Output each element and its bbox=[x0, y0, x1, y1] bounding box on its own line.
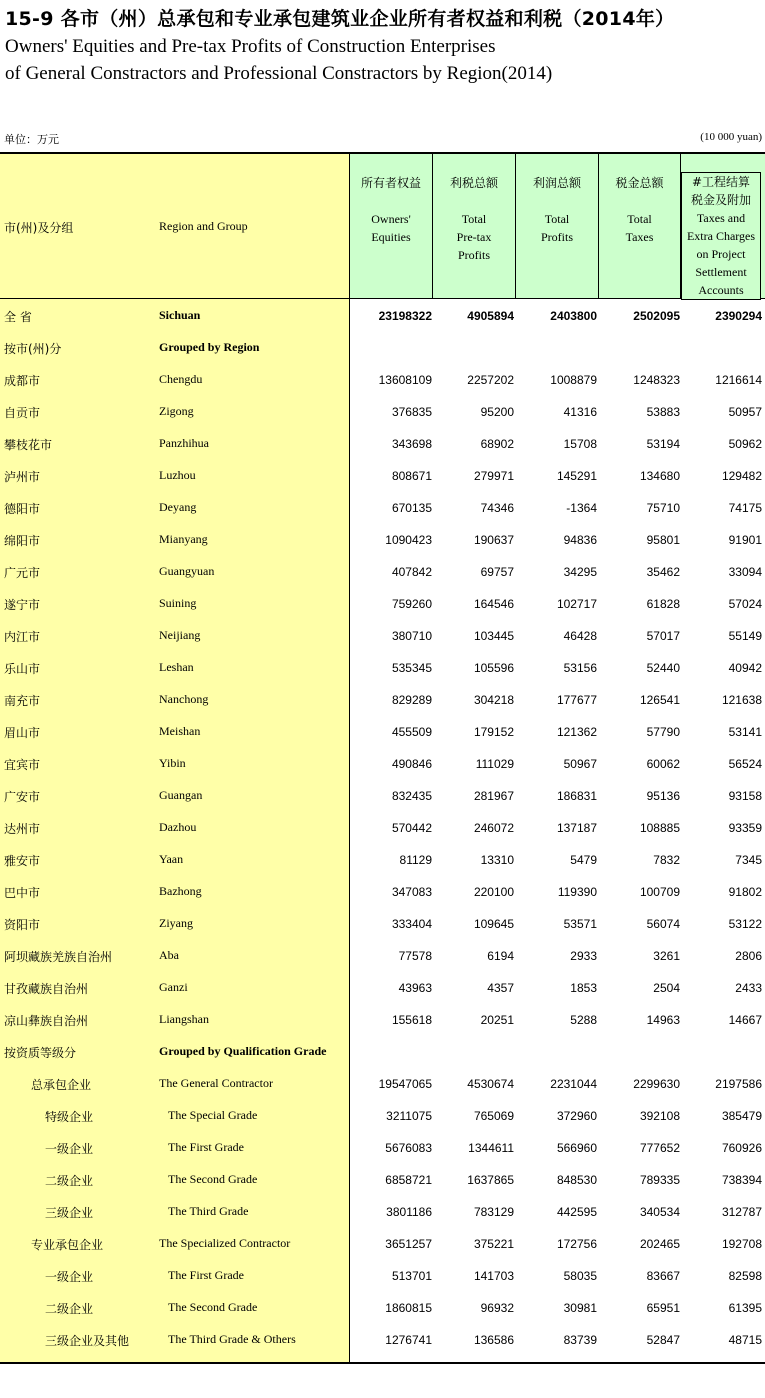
table-row bbox=[0, 844, 765, 876]
row-value: 6194 bbox=[487, 949, 514, 963]
row-value: 50957 bbox=[728, 405, 762, 419]
row-value: 93158 bbox=[728, 789, 762, 803]
header-col-total-profits: 利润总额 Total Profits bbox=[516, 154, 599, 298]
table-row bbox=[0, 332, 765, 364]
table-body bbox=[0, 300, 765, 1356]
row-value: 4530674 bbox=[467, 1077, 514, 1091]
table-row bbox=[0, 1228, 765, 1260]
table-row bbox=[0, 556, 765, 588]
row-value: 13310 bbox=[480, 853, 514, 867]
row-value: 55149 bbox=[728, 629, 762, 643]
row-value: 832435 bbox=[391, 789, 432, 803]
row-label-en: Grouped by Qualification Grade bbox=[159, 1044, 327, 1058]
table-row bbox=[0, 524, 765, 556]
header-col-owners-equities: 所有者权益 Owners' Equities bbox=[350, 154, 433, 298]
table-row bbox=[0, 1260, 765, 1292]
row-value: 74175 bbox=[728, 501, 762, 515]
row-value: 1248323 bbox=[633, 373, 680, 387]
header-col-pretax-profits: 利税总额 Total Pre-tax Profits bbox=[433, 154, 516, 298]
row-label-cn: 眉山市 bbox=[4, 726, 41, 740]
row-value: 103445 bbox=[473, 629, 514, 643]
row-value: 3261 bbox=[653, 949, 680, 963]
row-label-cn: 雅安市 bbox=[4, 854, 41, 868]
row-value: 15708 bbox=[563, 437, 597, 451]
table-row bbox=[0, 652, 765, 684]
table-title-en-line2: of General Constractors and Professional Constractors by Region(2014) bbox=[5, 63, 553, 84]
row-value: 126541 bbox=[639, 693, 680, 707]
row-value: 6858721 bbox=[385, 1173, 432, 1187]
row-value: 1637865 bbox=[467, 1173, 514, 1187]
row-value: 33094 bbox=[728, 565, 762, 579]
row-label-en: Sichuan bbox=[159, 308, 201, 322]
row-value: 2504 bbox=[653, 981, 680, 995]
row-label-en: Leshan bbox=[159, 660, 194, 674]
row-label-en: Bazhong bbox=[159, 884, 202, 898]
row-value: 61828 bbox=[646, 597, 680, 611]
row-value: 2257202 bbox=[467, 373, 514, 387]
row-label-cn: 南充市 bbox=[4, 694, 41, 708]
table-row bbox=[0, 812, 765, 844]
table-row bbox=[0, 1004, 765, 1036]
row-value: 81129 bbox=[399, 853, 432, 867]
row-value: 347083 bbox=[391, 885, 432, 899]
row-value: 102717 bbox=[556, 597, 597, 611]
row-value: 95136 bbox=[646, 789, 680, 803]
row-value: 137187 bbox=[556, 821, 597, 835]
row-label-en: Yaan bbox=[159, 852, 184, 866]
row-label-en: The Third Grade bbox=[168, 1204, 249, 1218]
row-label-cn: 成都市 bbox=[4, 374, 41, 388]
row-label-cn: 阿坝藏族羌族自治州 bbox=[4, 950, 113, 964]
row-value: 111029 bbox=[475, 757, 514, 771]
row-value: 304218 bbox=[473, 693, 514, 707]
row-value: 312787 bbox=[721, 1205, 762, 1219]
row-value: 783129 bbox=[473, 1205, 514, 1219]
table-row bbox=[0, 684, 765, 716]
row-value: 179152 bbox=[473, 725, 514, 739]
row-label-cn: 自贡市 bbox=[4, 406, 41, 420]
table-row bbox=[0, 876, 765, 908]
row-label-en: Liangshan bbox=[159, 1012, 209, 1026]
row-value: 52847 bbox=[646, 1333, 680, 1347]
row-value: 2299630 bbox=[633, 1077, 680, 1091]
row-label-cn: 广安市 bbox=[4, 790, 41, 804]
row-label-cn: 总承包企业 bbox=[31, 1078, 92, 1092]
table-title-cn: 15-9 各市（州）总承包和专业承包建筑业企业所有者权益和利税（2014年） bbox=[5, 8, 675, 30]
row-value: 3211075 bbox=[386, 1109, 432, 1123]
row-value: 1090423 bbox=[385, 533, 432, 547]
row-value: 192708 bbox=[721, 1237, 762, 1251]
row-label-cn: 泸州市 bbox=[4, 470, 41, 484]
row-value: 5676083 bbox=[385, 1141, 432, 1155]
row-value: 513701 bbox=[391, 1269, 432, 1283]
row-label-cn: 凉山彝族自治州 bbox=[4, 1014, 89, 1028]
row-value: 343698 bbox=[391, 437, 432, 451]
row-value: 95801 bbox=[646, 533, 680, 547]
row-value: 50962 bbox=[728, 437, 762, 451]
row-label-cn: 德阳市 bbox=[4, 502, 41, 516]
row-label-en: Panzhihua bbox=[159, 436, 209, 450]
row-label-en: Dazhou bbox=[159, 820, 197, 834]
row-label-en: Guangyuan bbox=[159, 564, 215, 578]
row-label-en: Suining bbox=[159, 596, 197, 610]
table-row bbox=[0, 396, 765, 428]
row-value: 136586 bbox=[473, 1333, 514, 1347]
row-value: 760926 bbox=[721, 1141, 762, 1155]
table-row bbox=[0, 588, 765, 620]
row-label-cn: 二级企业 bbox=[45, 1174, 94, 1188]
table-row bbox=[0, 908, 765, 940]
row-value: 392108 bbox=[639, 1109, 680, 1123]
row-value: 43963 bbox=[398, 981, 432, 995]
row-value: 23198322 bbox=[378, 309, 432, 323]
header-col-total-taxes: 税金总额 Total Taxes bbox=[599, 154, 681, 298]
row-label-cn: 一级企业 bbox=[45, 1142, 94, 1156]
row-value: 34295 bbox=[563, 565, 597, 579]
row-value: 69757 bbox=[480, 565, 514, 579]
row-value: 5479 bbox=[570, 853, 597, 867]
row-value: 759260 bbox=[391, 597, 432, 611]
row-label-en: Yibin bbox=[159, 756, 186, 770]
row-value: 3801186 bbox=[386, 1205, 432, 1219]
table-row bbox=[0, 492, 765, 524]
row-value: 738394 bbox=[721, 1173, 762, 1187]
row-value: 93359 bbox=[728, 821, 762, 835]
row-value: 105596 bbox=[473, 661, 514, 675]
table-row bbox=[0, 1196, 765, 1228]
row-label-cn: 乐山市 bbox=[4, 662, 41, 676]
row-label-cn: 三级企业及其他 bbox=[45, 1334, 130, 1348]
row-label-en: Aba bbox=[159, 948, 179, 962]
row-label-en: The First Grade bbox=[168, 1268, 244, 1282]
row-value: 95200 bbox=[480, 405, 514, 419]
row-label-cn: 按市(州)分 bbox=[4, 342, 62, 356]
table-row bbox=[0, 460, 765, 492]
row-value: 670135 bbox=[391, 501, 432, 515]
row-value: 2231044 bbox=[550, 1077, 597, 1091]
row-value: 2403800 bbox=[550, 309, 597, 323]
row-value: 91802 bbox=[728, 885, 762, 899]
row-value: 455509 bbox=[391, 725, 432, 739]
row-value: 56524 bbox=[728, 757, 762, 771]
row-value: 141703 bbox=[473, 1269, 514, 1283]
row-value: 83739 bbox=[563, 1333, 597, 1347]
row-value: 46428 bbox=[563, 629, 597, 643]
row-value: 145291 bbox=[556, 469, 597, 483]
row-label-cn: 三级企业 bbox=[45, 1206, 94, 1220]
row-value: 30981 bbox=[563, 1301, 597, 1315]
row-value: 2806 bbox=[735, 949, 762, 963]
table-row bbox=[0, 940, 765, 972]
row-value: 570442 bbox=[391, 821, 432, 835]
row-value: 442595 bbox=[556, 1205, 597, 1219]
row-label-en: Ganzi bbox=[159, 980, 188, 994]
row-label-en: Meishan bbox=[159, 724, 201, 738]
table-row bbox=[0, 748, 765, 780]
row-label-cn: 资阳市 bbox=[4, 918, 41, 932]
row-value: 108885 bbox=[639, 821, 680, 835]
table-header bbox=[0, 154, 765, 299]
row-label-cn: 专业承包企业 bbox=[31, 1238, 104, 1252]
row-label-en: Deyang bbox=[159, 500, 197, 514]
row-value: 4357 bbox=[487, 981, 514, 995]
row-value: 20251 bbox=[480, 1013, 514, 1027]
row-label-cn: 遂宁市 bbox=[4, 598, 41, 612]
row-value: 53883 bbox=[646, 405, 680, 419]
row-value: 53194 bbox=[646, 437, 680, 451]
row-label-en: The Third Grade & Others bbox=[168, 1332, 296, 1346]
row-value: 14667 bbox=[728, 1013, 762, 1027]
row-label-en: The First Grade bbox=[168, 1140, 244, 1154]
row-value: 186831 bbox=[556, 789, 597, 803]
row-label-en: Neijiang bbox=[159, 628, 201, 642]
row-value: 1216614 bbox=[715, 373, 762, 387]
row-value: 1860815 bbox=[385, 1301, 432, 1315]
table-row bbox=[0, 1036, 765, 1068]
table-row bbox=[0, 364, 765, 396]
table-row bbox=[0, 1068, 765, 1100]
row-value: 2933 bbox=[570, 949, 597, 963]
row-value: 380710 bbox=[391, 629, 432, 643]
row-value: 100709 bbox=[639, 885, 680, 899]
row-value: -1364 bbox=[566, 501, 597, 515]
row-value: 65951 bbox=[646, 1301, 680, 1315]
row-value: 3651257 bbox=[385, 1237, 432, 1251]
row-value: 53571 bbox=[563, 917, 597, 931]
row-label-cn: 绵阳市 bbox=[4, 534, 41, 548]
row-label-cn: 特级企业 bbox=[45, 1110, 94, 1124]
row-value: 121638 bbox=[721, 693, 762, 707]
row-value: 177677 bbox=[556, 693, 597, 707]
row-label-cn: 内江市 bbox=[4, 630, 41, 644]
row-value: 52440 bbox=[646, 661, 680, 675]
table-row bbox=[0, 972, 765, 1004]
row-value: 129482 bbox=[721, 469, 762, 483]
table-row bbox=[0, 1100, 765, 1132]
row-value: 385479 bbox=[721, 1109, 762, 1123]
row-value: 281967 bbox=[473, 789, 514, 803]
row-value: 109645 bbox=[473, 917, 514, 931]
row-value: 566960 bbox=[556, 1141, 597, 1155]
row-label-en: Grouped by Region bbox=[159, 340, 260, 354]
data-table bbox=[0, 152, 765, 1364]
row-value: 74346 bbox=[480, 501, 514, 515]
row-label-en: The General Contractor bbox=[159, 1076, 273, 1090]
row-label-en: Chengdu bbox=[159, 372, 203, 386]
row-value: 829289 bbox=[391, 693, 432, 707]
row-value: 13608109 bbox=[378, 373, 432, 387]
row-label-cn: 广元市 bbox=[4, 566, 41, 580]
row-label-en: The Second Grade bbox=[168, 1172, 258, 1186]
row-value: 119390 bbox=[557, 885, 597, 899]
header-region-en: Region and Group bbox=[159, 219, 248, 233]
row-value: 490846 bbox=[391, 757, 432, 771]
row-label-cn: 全 省 bbox=[4, 310, 32, 324]
table-row bbox=[0, 1292, 765, 1324]
row-label-en: Luzhou bbox=[159, 468, 196, 482]
row-value: 4905894 bbox=[467, 309, 514, 323]
table-row bbox=[0, 780, 765, 812]
row-value: 7832 bbox=[653, 853, 680, 867]
row-value: 60062 bbox=[646, 757, 680, 771]
row-value: 50967 bbox=[563, 757, 597, 771]
row-label-en: The Special Grade bbox=[168, 1108, 258, 1122]
row-value: 2390294 bbox=[715, 309, 762, 323]
row-label-en: The Second Grade bbox=[168, 1300, 258, 1314]
table-row bbox=[0, 716, 765, 748]
row-value: 57024 bbox=[728, 597, 762, 611]
row-value: 246072 bbox=[473, 821, 514, 835]
row-value: 48715 bbox=[728, 1333, 762, 1347]
row-value: 375221 bbox=[473, 1237, 514, 1251]
row-label-en: Ziyang bbox=[159, 916, 193, 930]
row-value: 1344611 bbox=[468, 1141, 514, 1155]
row-value: 372960 bbox=[556, 1109, 597, 1123]
row-label-cn: 攀枝花市 bbox=[4, 438, 53, 452]
row-value: 777652 bbox=[639, 1141, 680, 1155]
row-label-en: Mianyang bbox=[159, 532, 208, 546]
row-value: 2433 bbox=[735, 981, 762, 995]
row-value: 61395 bbox=[728, 1301, 762, 1315]
row-value: 35462 bbox=[646, 565, 680, 579]
table-row bbox=[0, 1132, 765, 1164]
row-value: 83667 bbox=[646, 1269, 680, 1283]
table-row bbox=[0, 620, 765, 652]
table-row bbox=[0, 300, 765, 332]
row-value: 58035 bbox=[563, 1269, 597, 1283]
row-label-en: Nanchong bbox=[159, 692, 209, 706]
row-value: 190637 bbox=[473, 533, 514, 547]
row-value: 134680 bbox=[639, 469, 680, 483]
row-value: 19547065 bbox=[378, 1077, 432, 1091]
row-label-cn: 巴中市 bbox=[4, 886, 41, 900]
row-value: 7345 bbox=[735, 853, 762, 867]
row-value: 340534 bbox=[639, 1205, 680, 1219]
row-value: 808671 bbox=[391, 469, 432, 483]
row-value: 82598 bbox=[728, 1269, 762, 1283]
header-region-cn: 市(州)及分组 bbox=[4, 221, 74, 235]
row-value: 2197586 bbox=[715, 1077, 762, 1091]
header-col-settlement-taxes: #工程结算 税金及附加 Taxes and Extra Charges on Project Settlement Accounts bbox=[681, 154, 765, 298]
row-value: 5288 bbox=[570, 1013, 597, 1027]
table-row bbox=[0, 428, 765, 460]
row-value: 53122 bbox=[728, 917, 762, 931]
row-label-cn: 甘孜藏族自治州 bbox=[4, 982, 89, 996]
row-value: 202465 bbox=[639, 1237, 680, 1251]
row-value: 94836 bbox=[563, 533, 597, 547]
row-value: 91901 bbox=[728, 533, 762, 547]
row-value: 376835 bbox=[391, 405, 432, 419]
row-value: 535345 bbox=[391, 661, 432, 675]
row-label-cn: 一级企业 bbox=[45, 1270, 94, 1284]
row-value: 53141 bbox=[728, 725, 762, 739]
row-value: 53156 bbox=[563, 661, 597, 675]
row-label-cn: 按资质等级分 bbox=[4, 1046, 77, 1060]
row-value: 96932 bbox=[480, 1301, 514, 1315]
row-value: 848530 bbox=[556, 1173, 597, 1187]
row-value: 56074 bbox=[646, 917, 680, 931]
row-label-cn: 二级企业 bbox=[45, 1302, 94, 1316]
row-value: 765069 bbox=[473, 1109, 514, 1123]
row-label-cn: 宜宾市 bbox=[4, 758, 41, 772]
table-title-en-line1: Owners' Equities and Pre-tax Profits of Construction Enterprises bbox=[5, 36, 496, 57]
row-value: 75710 bbox=[646, 501, 680, 515]
row-value: 333404 bbox=[391, 917, 432, 931]
row-value: 2502095 bbox=[633, 309, 680, 323]
row-label-en: Guangan bbox=[159, 788, 203, 802]
row-value: 40942 bbox=[728, 661, 762, 675]
unit-label-en: (10 000 yuan) bbox=[700, 131, 762, 143]
row-value: 57017 bbox=[646, 629, 680, 643]
row-value: 57790 bbox=[646, 725, 680, 739]
row-value: 41316 bbox=[563, 405, 597, 419]
unit-label-cn: 单位：万元 bbox=[4, 133, 59, 146]
row-value: 77578 bbox=[398, 949, 432, 963]
row-label-en: The Specialized Contractor bbox=[159, 1236, 291, 1250]
row-value: 14963 bbox=[646, 1013, 680, 1027]
row-value: 1008879 bbox=[550, 373, 597, 387]
row-value: 68902 bbox=[480, 437, 514, 451]
row-label-cn: 达州市 bbox=[4, 822, 41, 836]
row-value: 279971 bbox=[473, 469, 514, 483]
row-value: 155618 bbox=[391, 1013, 432, 1027]
row-value: 1276741 bbox=[385, 1333, 432, 1347]
row-value: 121362 bbox=[556, 725, 597, 739]
row-value: 407842 bbox=[391, 565, 432, 579]
table-row bbox=[0, 1324, 765, 1356]
row-value: 220100 bbox=[473, 885, 514, 899]
row-value: 1853 bbox=[570, 981, 597, 995]
row-value: 789335 bbox=[639, 1173, 680, 1187]
table-row bbox=[0, 1164, 765, 1196]
row-value: 164546 bbox=[473, 597, 514, 611]
row-label-en: Zigong bbox=[159, 404, 194, 418]
row-value: 172756 bbox=[556, 1237, 597, 1251]
